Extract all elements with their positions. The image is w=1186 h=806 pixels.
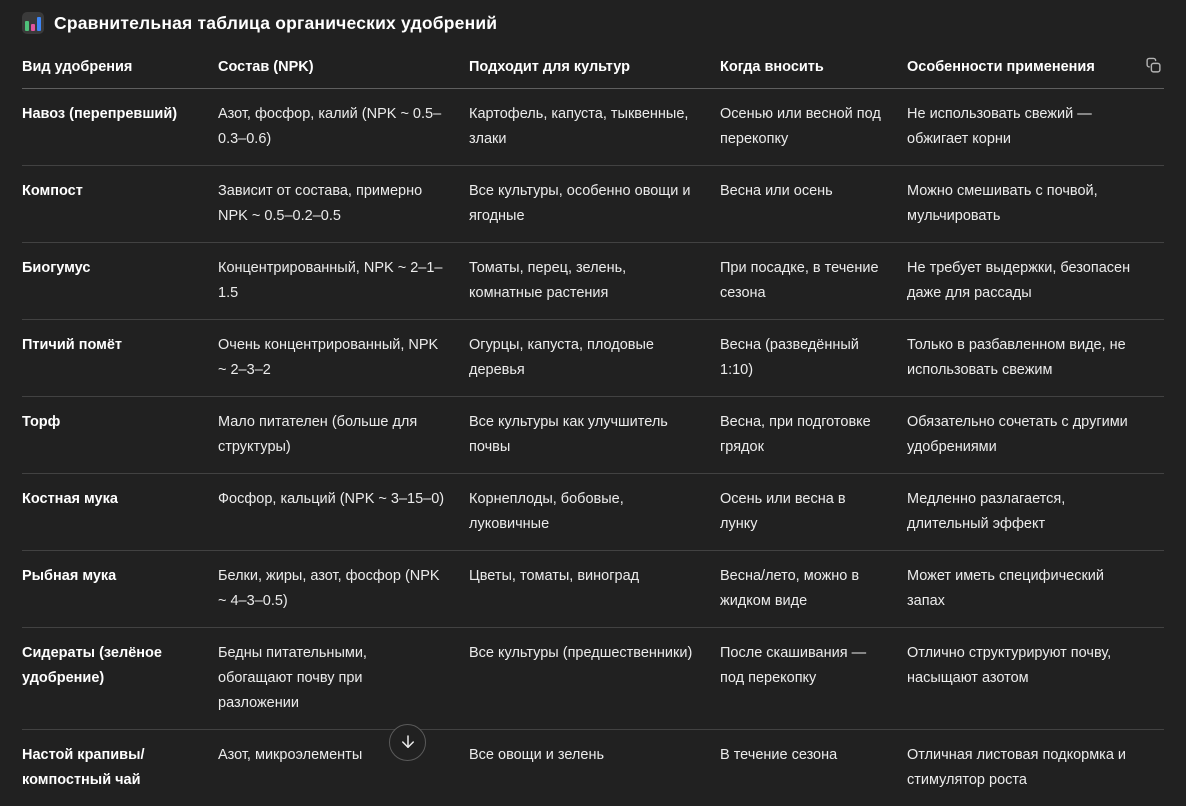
cell-fertilizer-type: Биогумус (22, 260, 91, 276)
cell-suitable-crops: Все культуры, особенно овощи и ягодные (469, 183, 691, 224)
cell-suitable-crops: Цветы, томаты, виноград (469, 568, 640, 584)
cell-suitable-crops: Огурцы, капуста, плодовые деревья (469, 337, 654, 378)
cell-composition: Азот, микроэлементы (218, 747, 363, 763)
cell-when-to-apply: Осень или весна в лунку (720, 491, 846, 532)
cell-application-notes: Может иметь специфический запах (907, 568, 1104, 609)
cell-application-notes: Не требует выдержки, безопасен даже для рассады (907, 260, 1131, 301)
copy-icon (1145, 57, 1162, 74)
header-cell-when-to-apply: Когда вносить (720, 59, 824, 75)
bar-chart-icon (22, 12, 44, 34)
cell-fertilizer-type: Настой крапивы/компостный чай (22, 747, 145, 788)
cell-suitable-crops: Томаты, перец, зелень, комнатные растения (469, 260, 627, 301)
cell-composition: Мало питателен (больше для структуры) (218, 414, 418, 455)
cell-fertilizer-type: Навоз (перепревший) (22, 106, 178, 122)
table-row (22, 243, 1164, 320)
header-cell-fertilizer-type: Вид удобрения (22, 59, 133, 75)
table-row (22, 551, 1164, 628)
cell-application-notes: Можно смешивать с почвой, мульчировать (907, 183, 1098, 224)
cell-fertilizer-type: Торф (22, 414, 61, 430)
cell-application-notes: Медленно разлагается, длительный эффект (907, 491, 1066, 532)
cell-when-to-apply: Весна (разведённый 1:10) (720, 337, 859, 378)
cell-suitable-crops: Корнеплоды, бобовые, луковичные (469, 491, 624, 532)
cell-when-to-apply: Весна или осень (720, 183, 833, 199)
cell-when-to-apply: Осенью или весной под перекопку (720, 106, 881, 147)
scroll-to-bottom-button[interactable] (389, 724, 426, 761)
cell-when-to-apply: При посадке, в течение сезона (720, 260, 879, 301)
fertilizer-table (22, 44, 1164, 806)
table-row (22, 474, 1164, 551)
cell-when-to-apply: После скашивания — под перекопку (720, 645, 867, 686)
cell-suitable-crops: Все культуры (предшественники) (469, 645, 693, 661)
copy-table-button[interactable] (1141, 53, 1166, 78)
cell-when-to-apply: Весна, при подготовке грядок (720, 414, 871, 455)
cell-composition: Бедны питательными, обогащают почву при разложении (218, 645, 367, 711)
cell-suitable-crops: Все овощи и зелень (469, 747, 605, 763)
table-row (22, 397, 1164, 474)
cell-composition: Очень концентрированный, NPK ~ 2–3–2 (218, 337, 439, 378)
table-row (22, 320, 1164, 397)
cell-fertilizer-type: Компост (22, 183, 83, 199)
cell-composition: Белки, жиры, азот, фосфор (NPK ~ 4–3–0.5) (218, 568, 440, 609)
table-row (22, 730, 1164, 806)
arrow-down-icon (399, 735, 417, 751)
cell-application-notes: Отлично структурируют почву, насыщают азотом (907, 645, 1112, 686)
table-row (22, 166, 1164, 243)
cell-application-notes: Обязательно сочетать с другими удобрениями (907, 414, 1128, 455)
header-cell-application-notes: Особенности применения (907, 59, 1095, 75)
header-cell-suitable-crops: Подходит для культур (469, 59, 630, 75)
cell-composition: Фосфор, кальций (NPK ~ 3–15–0) (218, 491, 445, 507)
cell-fertilizer-type: Сидераты (зелёное удобрение) (22, 645, 162, 686)
cell-when-to-apply: В течение сезона (720, 747, 838, 763)
cell-suitable-crops: Все культуры как улучшитель почвы (469, 414, 668, 455)
cell-composition: Зависит от состава, примерно NPK ~ 0.5–0.2–0.5 (218, 183, 423, 224)
cell-fertilizer-type: Костная мука (22, 491, 118, 507)
page-title: Сравнительная таблица органических удобрений (54, 12, 498, 33)
table-header-row (22, 44, 1164, 89)
cell-suitable-crops: Картофель, капуста, тыквенные, злаки (469, 106, 689, 147)
cell-composition: Концентрированный, NPK ~ 2–1–1.5 (218, 260, 443, 301)
table-row (22, 89, 1164, 166)
cell-application-notes: Не использовать свежий — обжигает корни (907, 106, 1092, 147)
cell-fertilizer-type: Птичий помёт (22, 337, 123, 353)
cell-when-to-apply: Весна/лето, можно в жидком виде (720, 568, 860, 609)
table-title-row (22, 12, 1164, 34)
cell-application-notes: Отличная листовая подкормка и стимулятор роста (907, 747, 1127, 788)
header-cell-composition: Состав (NPK) (218, 59, 314, 75)
cell-application-notes: Только в разбавленном виде, не использовать свежим (907, 337, 1126, 378)
cell-composition: Азот, фосфор, калий (NPK ~ 0.5–0.3–0.6) (218, 106, 442, 147)
table-body (22, 89, 1164, 806)
cell-fertilizer-type: Рыбная мука (22, 568, 117, 584)
table-row (22, 628, 1164, 730)
